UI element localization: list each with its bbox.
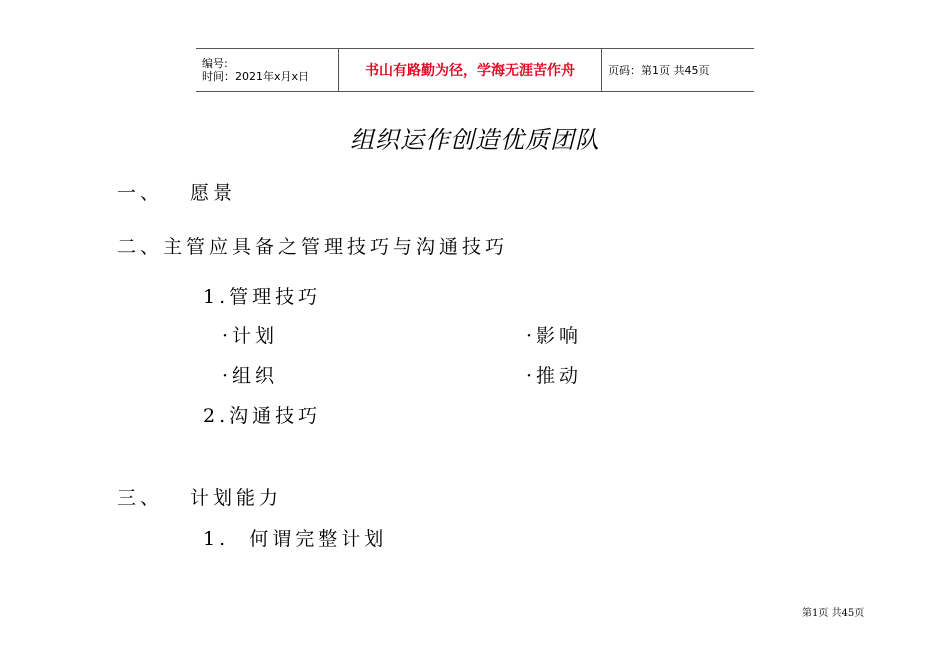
header-meta: [196, 49, 339, 91]
header-motto: 书山有路勤为径，学海无涯苦作舟: [339, 49, 602, 91]
item-organize: ·组织: [222, 365, 279, 387]
item-plan: ·计划: [222, 325, 279, 347]
document-title: 组织运作创造优质团队: [350, 126, 600, 154]
section-3-number: 三、: [117, 487, 164, 509]
section-2-heading: 二、主管应具备之管理技巧与沟通技巧: [117, 236, 509, 258]
section-1-title: 愿景: [190, 182, 237, 204]
date-text: 时间：2021年x月x日: [202, 70, 310, 83]
subsection-complete-plan: 1. 何谓完整计划: [203, 528, 388, 550]
subsection-communication-skills: 2.沟通技巧: [203, 405, 322, 427]
header-page-info: 页码：第1页 共45页: [608, 64, 710, 77]
section-1-number: 一、: [117, 182, 164, 204]
section-3-title: 计划能力: [190, 487, 283, 509]
footer-page-number: 第1页 共45页: [802, 608, 865, 619]
serial-number-label: 编号:: [202, 57, 228, 70]
item-promote: ·推动: [526, 365, 583, 387]
document-header: [196, 48, 754, 92]
subsection-management-skills: 1.管理技巧: [203, 286, 322, 308]
item-influence: ·影响: [526, 325, 583, 347]
